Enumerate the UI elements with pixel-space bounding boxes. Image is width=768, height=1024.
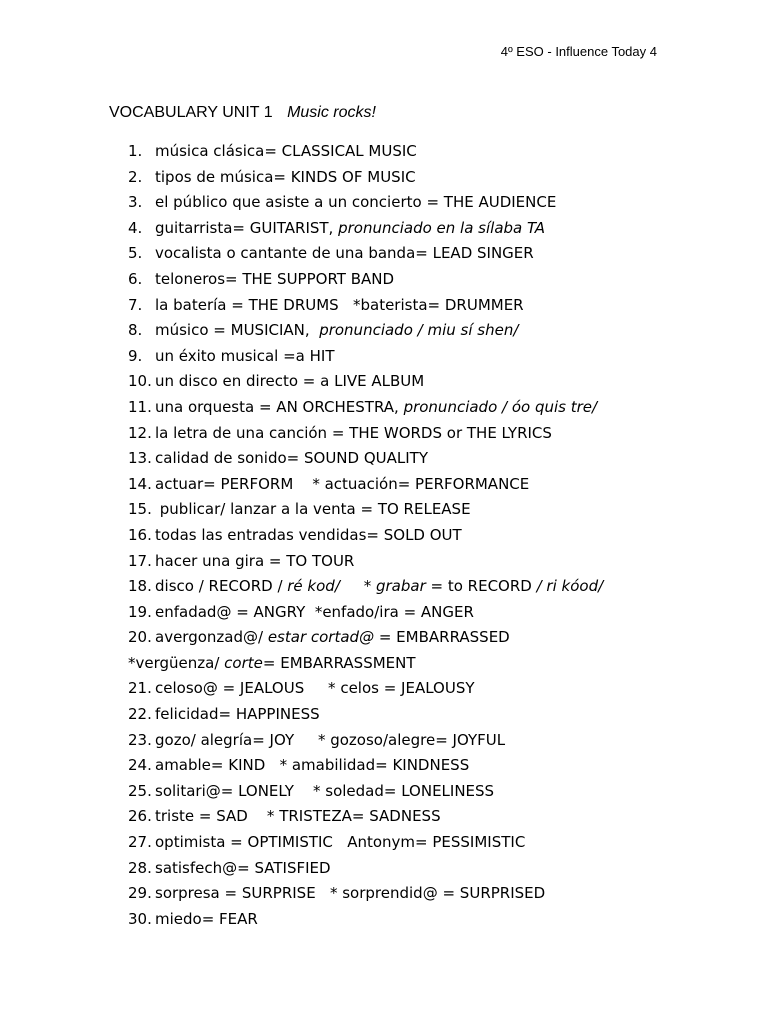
item-term: satisfech@= SATISFIED — [155, 858, 331, 877]
document-header: 4º ESO - Influence Today 4 — [500, 44, 657, 59]
item-term: la batería = THE DRUMS *baterista= DRUMMER — [155, 295, 524, 314]
item-term: disco / RECORD / — [155, 577, 288, 596]
vocabulary-item — [0, 267, 768, 293]
vocabulary-item — [0, 344, 768, 370]
item-term: hacer una gira = TO TOUR — [155, 551, 355, 570]
item-term: solitari@= LONELY * soledad= LONELINESS — [155, 781, 495, 800]
item-number: 8. — [128, 321, 143, 340]
item-text — [128, 651, 416, 677]
item-italic-note: estar cortad@ — [267, 628, 375, 647]
item-text — [155, 190, 556, 216]
item-text — [155, 549, 354, 575]
item-term: triste = SAD * TRISTEZA= SADNESS — [155, 807, 441, 826]
item-text — [155, 293, 524, 319]
item-number: 26. — [128, 807, 152, 826]
item-term: *vergüenza/ — [128, 653, 225, 672]
item-term: todas las entradas vendidas= SOLD OUT — [155, 525, 462, 544]
vocabulary-item — [0, 369, 768, 395]
item-text — [155, 702, 320, 728]
item-number: 12. — [128, 423, 152, 442]
item-number: 18. — [128, 577, 152, 596]
vocabulary-item — [0, 702, 768, 728]
item-text — [155, 318, 518, 344]
item-text — [155, 830, 525, 856]
vocabulary-note — [0, 651, 768, 677]
item-italic-note: corte — [224, 653, 263, 672]
item-number: 6. — [128, 269, 143, 288]
item-term: vocalista o cantante de una banda= LEAD SINGER — [155, 244, 534, 263]
item-term: = EMBARRASSMENT — [262, 653, 416, 672]
item-number: 29. — [128, 884, 152, 903]
item-text — [155, 881, 545, 907]
item-term: publicar/ lanzar a la venta = TO RELEASE — [155, 500, 471, 519]
item-text — [155, 753, 469, 779]
item-number: 16. — [128, 525, 152, 544]
item-text — [155, 369, 424, 395]
item-text — [155, 165, 416, 191]
vocabulary-item — [0, 165, 768, 191]
item-number: 22. — [128, 705, 152, 724]
item-italic-note: pronunciado / óo quis tre/ — [403, 397, 598, 416]
vocabulary-item — [0, 241, 768, 267]
item-term: amable= KIND * amabilidad= KINDNESS — [155, 756, 470, 775]
item-term: una orquesta = AN ORCHESTRA, — [155, 397, 404, 416]
item-number: 9. — [128, 346, 143, 365]
item-text — [155, 267, 394, 293]
item-term: = to RECORD — [425, 577, 537, 596]
vocabulary-item — [0, 574, 768, 600]
item-text — [155, 497, 471, 523]
item-text — [155, 600, 474, 626]
vocabulary-item — [0, 804, 768, 830]
title-subtitle: Music rocks! — [287, 104, 376, 121]
item-text — [155, 574, 603, 600]
vocabulary-item — [0, 625, 768, 651]
vocabulary-item — [0, 446, 768, 472]
vocabulary-item — [0, 907, 768, 933]
item-text — [155, 472, 529, 498]
item-term: = EMBARRASSED — [374, 628, 510, 647]
vocabulary-item — [0, 881, 768, 907]
item-text — [155, 625, 510, 651]
item-text — [155, 676, 475, 702]
item-number: 27. — [128, 833, 152, 852]
item-text — [155, 395, 597, 421]
vocabulary-item — [0, 856, 768, 882]
title-unit: VOCABULARY UNIT 1 — [109, 104, 273, 121]
item-number: 25. — [128, 781, 152, 800]
vocabulary-item — [0, 318, 768, 344]
item-number: 7. — [128, 295, 143, 314]
item-term: sorpresa = SURPRISE * sorprendid@ = SURPRISED — [155, 884, 546, 903]
item-term: un éxito musical =a HIT — [155, 346, 335, 365]
item-term: enfadad@ = ANGRY *enfado/ira = ANGER — [155, 602, 474, 621]
item-term: gozo/ alegría= JOY * gozoso/alegre= JOYFUL — [155, 730, 506, 749]
vocabulary-item — [0, 293, 768, 319]
item-number: 23. — [128, 730, 152, 749]
item-number: 19. — [128, 602, 152, 621]
item-number: 3. — [128, 193, 143, 212]
item-italic-note: pronunciado en la sílaba TA — [338, 218, 546, 237]
item-italic-note: ré kod/ * grabar — [287, 577, 426, 596]
item-number: 15. — [128, 500, 152, 519]
item-term: la letra de una canción = THE WORDS or THE LYRICS — [155, 423, 552, 442]
item-term: músico = MUSICIAN, — [155, 321, 320, 340]
item-term: música clásica= CLASSICAL MUSIC — [155, 142, 417, 160]
item-number: 28. — [128, 858, 152, 877]
vocabulary-item — [0, 600, 768, 626]
item-term: optimista = OPTIMISTIC Antonym= PESSIMISTIC — [155, 833, 526, 852]
vocabulary-item — [0, 216, 768, 242]
item-number: 2. — [128, 167, 143, 186]
item-number: 4. — [128, 218, 143, 237]
vocabulary-item — [0, 472, 768, 498]
item-number: 24. — [128, 756, 152, 775]
vocabulary-list — [0, 139, 768, 932]
item-text — [155, 728, 505, 754]
item-text — [155, 241, 534, 267]
item-term: celoso@ = JEALOUS * celos = JEALOUSY — [155, 679, 475, 698]
item-number: 20. — [128, 628, 152, 647]
item-text — [155, 907, 258, 933]
vocabulary-item — [0, 779, 768, 805]
item-number: 17. — [128, 551, 152, 570]
item-number: 14. — [128, 474, 152, 493]
vocabulary-item — [0, 421, 768, 447]
item-term: actuar= PERFORM * actuación= PERFORMANCE — [155, 474, 530, 493]
item-text — [155, 216, 545, 242]
vocabulary-item — [0, 753, 768, 779]
vocabulary-item — [0, 139, 768, 165]
item-text — [155, 446, 428, 472]
item-number: 1. — [128, 142, 143, 160]
vocabulary-item — [0, 190, 768, 216]
item-text — [155, 804, 441, 830]
item-text — [155, 856, 331, 882]
vocabulary-item — [0, 497, 768, 523]
item-number: 21. — [128, 679, 152, 698]
vocabulary-item — [0, 676, 768, 702]
vocabulary-item — [0, 728, 768, 754]
item-text — [155, 344, 335, 370]
item-term: tipos de música= KINDS OF MUSIC — [155, 167, 416, 186]
item-term: calidad de sonido= SOUND QUALITY — [155, 449, 428, 468]
item-text — [155, 139, 417, 165]
item-number: 10. — [128, 372, 152, 391]
vocabulary-item — [0, 523, 768, 549]
item-term: teloneros= THE SUPPORT BAND — [155, 269, 395, 288]
item-number: 30. — [128, 909, 152, 928]
item-term: guitarrista= GUITARIST, — [155, 218, 339, 237]
item-term: miedo= FEAR — [155, 909, 258, 928]
document-title — [109, 104, 376, 122]
item-term: el público que asiste a un concierto = THE AUDIENCE — [155, 193, 557, 212]
vocabulary-item — [0, 830, 768, 856]
vocabulary-item — [0, 395, 768, 421]
vocabulary-item — [0, 549, 768, 575]
item-italic-note: / ri kóod/ — [536, 577, 604, 596]
item-number: 13. — [128, 449, 152, 468]
item-term: felicidad= HAPPINESS — [155, 705, 320, 724]
item-number: 11. — [128, 397, 152, 416]
item-number: 5. — [128, 244, 143, 263]
item-italic-note: pronunciado / miu sí shen/ — [319, 321, 519, 340]
item-text — [155, 779, 494, 805]
item-text — [155, 421, 552, 447]
item-term: un disco en directo = a LIVE ALBUM — [155, 372, 425, 391]
item-text — [155, 523, 462, 549]
item-term: avergonzad@/ — [155, 628, 268, 647]
